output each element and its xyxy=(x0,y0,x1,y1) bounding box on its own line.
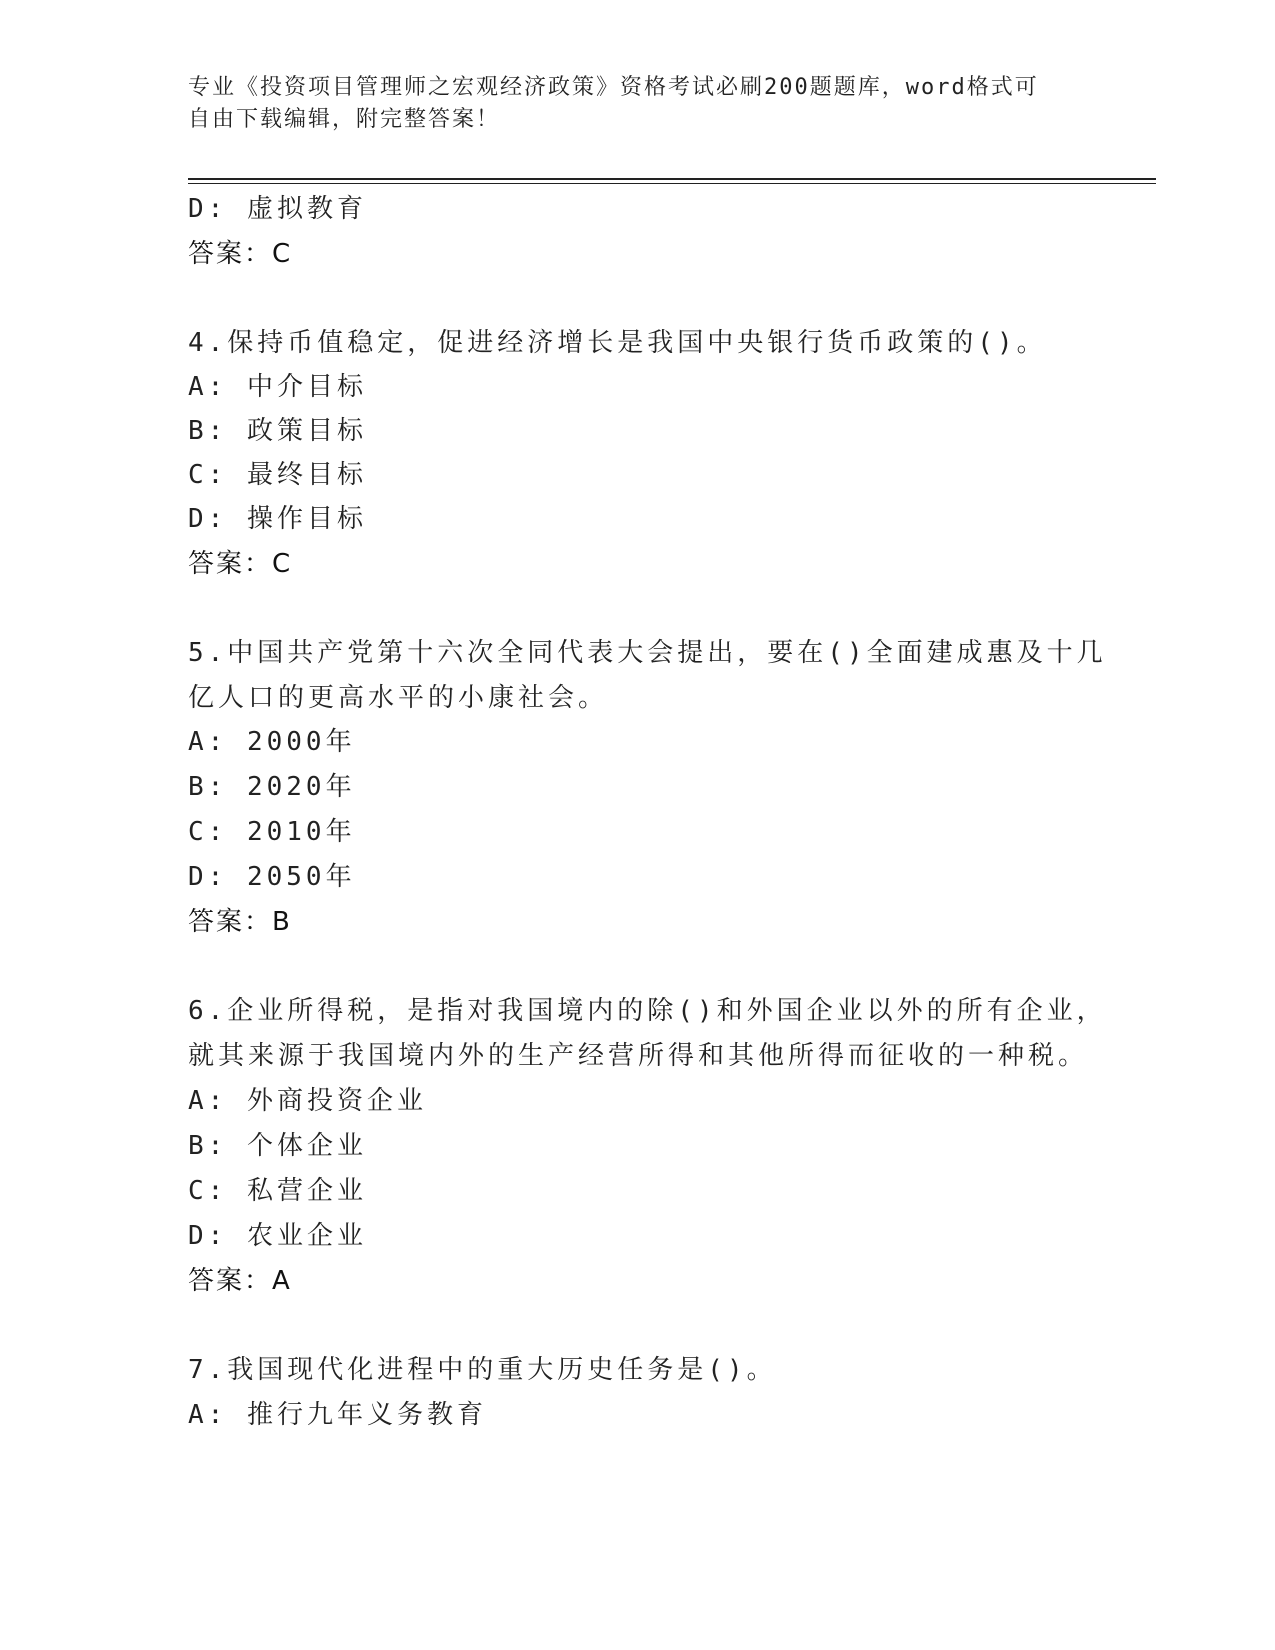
q6-stem-line-1: 6.企业所得税，是指对我国境内的除()和外国企业以外的所有企业， xyxy=(188,996,1107,1026)
q6-option-a: A: 外商投资企业 xyxy=(188,1086,427,1116)
q6-option-c: C: 私营企业 xyxy=(188,1176,367,1206)
q5-option-c: C: 2010年 xyxy=(188,817,356,847)
prev-question-option-d: D: 虚拟教育 xyxy=(188,194,367,224)
q4-option-a: A: 中介目标 xyxy=(188,372,367,402)
q4-stem: 4.保持币值稳定，促进经济增长是我国中央银行货币政策的()。 xyxy=(188,328,1047,358)
q4-answer: 答案：C xyxy=(188,549,293,579)
q5-stem-line-1: 5.中国共产党第十六次全同代表大会提出，要在()全面建成惠及十几 xyxy=(188,638,1107,668)
q6-answer: 答案：A xyxy=(188,1266,292,1296)
header-divider-thick xyxy=(188,178,1156,180)
q5-stem-line-2: 亿人口的更高水平的小康社会。 xyxy=(188,683,609,713)
q4-option-c: C: 最终目标 xyxy=(188,460,367,490)
header-divider-thin xyxy=(188,183,1156,184)
q6-stem-line-2: 就其来源于我国境内外的生产经营所得和其他所得而征收的一种税。 xyxy=(188,1041,1089,1071)
prev-question-answer: 答案：C xyxy=(188,239,293,269)
q6-option-b: B: 个体企业 xyxy=(188,1131,367,1161)
q5-option-a: A: 2000年 xyxy=(188,727,356,757)
q5-option-b: B: 2020年 xyxy=(188,772,356,802)
q4-option-b: B: 政策目标 xyxy=(188,416,367,446)
q5-answer: 答案：B xyxy=(188,907,292,937)
q5-option-d: D: 2050年 xyxy=(188,862,356,892)
q4-option-d: D: 操作目标 xyxy=(188,504,367,534)
header-title-line-1: 专业《投资项目管理师之宏观经济政策》资格考试必刷200题题库，word格式可 xyxy=(188,75,1039,100)
header-title-line-2: 自由下载编辑，附完整答案！ xyxy=(188,107,501,132)
q7-option-a: A: 推行九年义务教育 xyxy=(188,1400,487,1430)
q6-option-d: D: 农业企业 xyxy=(188,1221,367,1251)
document-header xyxy=(188,72,1068,136)
q7-stem: 7.我国现代化进程中的重大历史任务是()。 xyxy=(188,1355,777,1385)
